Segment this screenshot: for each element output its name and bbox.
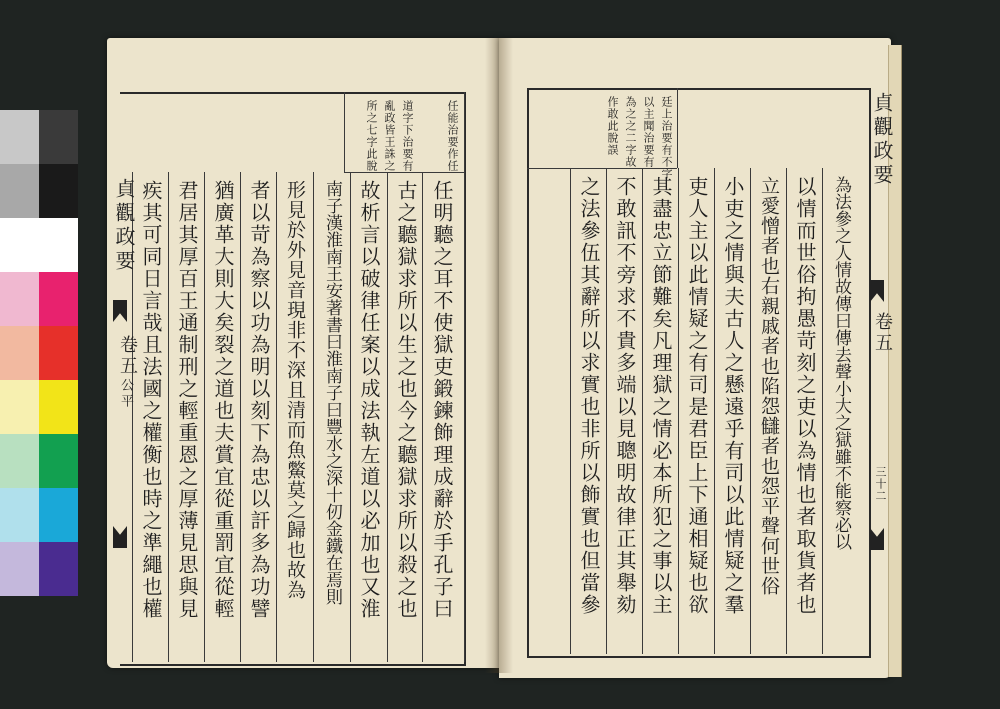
right-note-line: 作敢此脫誤	[606, 96, 619, 156]
right-text-column: 以情而世俗拘愚苛刻之吏以為情也者取貨者也	[793, 176, 817, 616]
right-text-column: 之法參伍其辭所以求實也非所以飾實也但當參	[577, 176, 601, 616]
left-text-column: 者以苛為察以功為明以刻下為忠以訐多為功譬	[247, 180, 271, 620]
left-note-line: 任能治要作任	[446, 100, 459, 172]
chapter-label: 公平	[118, 378, 133, 410]
right-text-column: 立愛憎者也右親戚者也陷怨讎者也怨平聲何世俗	[758, 176, 780, 596]
left-text-column: 君居其厚百王通制刑之輕重恩之厚薄見思與見	[175, 180, 199, 620]
volume-label: 卷五	[117, 335, 138, 377]
right-text-column: 小吏之情與夫古人之懸遠乎有司以此情疑之羣	[721, 176, 745, 616]
right-text-column: 為法參之人情故傳曰傳去聲小大之獄雖不能察必以	[831, 176, 851, 550]
right-text-column: 其盡忠立節難矣凡理獄之情必本所犯之事以主	[649, 176, 673, 616]
book-title: 貞觀政要	[112, 178, 136, 274]
right-note-line: 廷上治要有不字	[660, 96, 673, 180]
book-title-right: 貞觀政要	[870, 92, 894, 188]
left-note-line: 道字下治要有	[401, 100, 414, 172]
left-text-column: 古之聽獄求所以生之也今之聽獄求所以殺之也	[394, 180, 418, 620]
right-text-column: 不敢訊不旁求不貴多端以見聰明故律正其舉劾	[613, 176, 637, 616]
right-text-column: 吏人主以此情疑之有司是君臣上下通相疑也欲	[685, 176, 709, 616]
color-calibration-strip	[0, 110, 78, 598]
volume-label-right: 卷五	[872, 312, 893, 354]
left-text-column: 疾其可同日言哉且法國之權衡也時之準繩也權	[139, 180, 163, 620]
left-note-line: 亂政皆王誅之	[383, 100, 396, 172]
left-text-column: 任明聽之耳不使獄吏鍛鍊飾理成辭於手孔子曰	[430, 180, 454, 620]
left-note-line: 所之七字此脫	[365, 100, 378, 172]
left-text-column: 猶廣革大則大矣裂之道也夫賞宜從重罰宜從輕	[211, 180, 235, 620]
right-note-line: 以主聞治要有	[642, 96, 655, 168]
folio-number: 三十二	[874, 466, 887, 502]
left-text-column: 故析言以破律任案以成法執左道以必加也又淮	[357, 180, 381, 620]
book-gutter	[485, 38, 513, 673]
right-note-line: 為之之二字故	[624, 96, 637, 168]
left-text-column: 南子漢淮南王安著書曰淮南子曰豐水之深十仞金鐵在焉則	[322, 180, 342, 605]
left-text-column: 形見於外見音現非不深且清而魚鱉莫之歸也故為	[284, 180, 306, 600]
